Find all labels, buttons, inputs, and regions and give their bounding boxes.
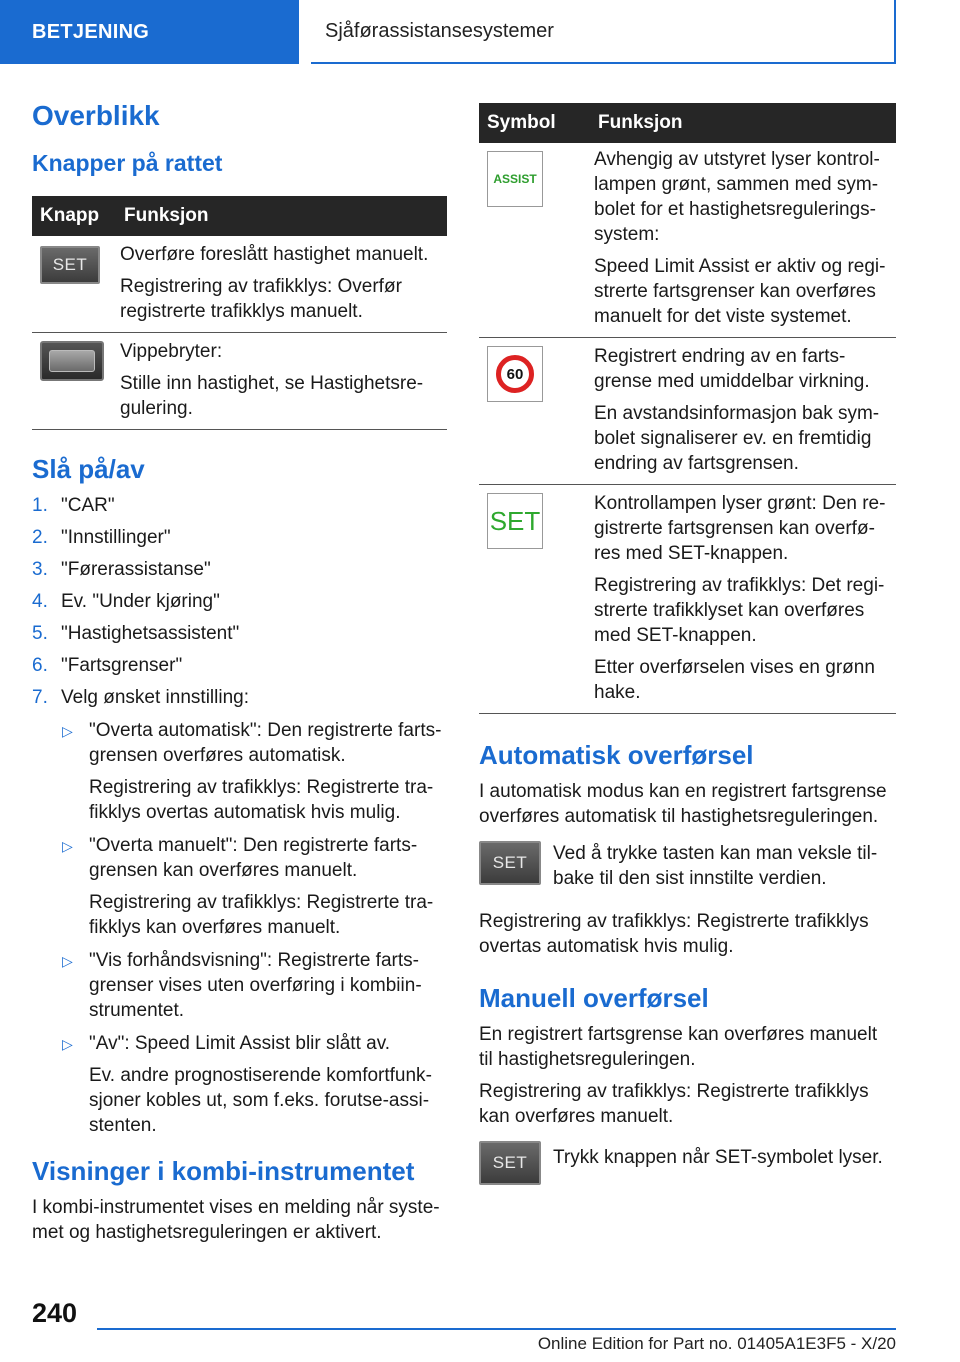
set-key-icon: SET — [479, 841, 541, 885]
knapper-col-funksjon: Funksjon — [116, 196, 447, 236]
symbol-table — [479, 103, 896, 714]
overblikk-heading: Overblikk — [32, 100, 160, 131]
option-item: ▷ "Av": Speed Limit Assist blir slått av. Ev. andre prognostiserende komfortfunksjoner kobles ut, som f.eks. forutse-assistenten. — [62, 1033, 432, 1136]
symbol-col-symbol: Symbol — [479, 103, 590, 143]
right-column — [479, 103, 896, 1185]
list-item: 2. "Innstillinger" — [32, 527, 171, 548]
assist-indicator-icon: ASSIST — [487, 151, 543, 207]
steps-list — [32, 493, 447, 1138]
set-key-icon: SET — [479, 1141, 541, 1185]
auto-set-block — [479, 841, 896, 891]
section-tab — [0, 0, 299, 64]
knapper-heading: Knapper på rattet — [32, 150, 223, 176]
visninger-heading: Visninger i kombi-instrumentet — [32, 1156, 415, 1186]
triangle-bullet-icon: ▷ — [62, 838, 73, 854]
table-row — [32, 236, 447, 333]
chapter-header — [311, 0, 896, 64]
row-text: Vippebryter: — [120, 341, 223, 362]
automatisk-text: I automatisk modus kan en registrert fartsgrense overføres automatisk til hastighetsreguleringen. — [479, 781, 887, 827]
footer-divider — [97, 1328, 896, 1330]
knapper-table — [32, 196, 447, 430]
visninger-text: I kombi-instrumentet vises en melding når systemet og hastighetsreguleringen er aktivert. — [32, 1197, 440, 1243]
table-row — [32, 333, 447, 430]
options-list — [61, 718, 447, 1138]
left-column — [32, 100, 447, 1245]
table-row: ASSIST Avhengig av utstyret lyser kontrollampen grønt, sammen med symbolet for et hastighetsreguleringssystem: Speed Limit Assist er aktiv og registrerte fartsgrenser kan overføres manuelt for det viste systemet. — [479, 143, 896, 338]
manuell-text-1: En registrert fartsgrense kan overføres manuelt til hastighetsreguleringen. — [479, 1024, 878, 1070]
symbol-col-funksjon: Funksjon — [590, 103, 896, 143]
automatisk-text-2: Registrering av trafikklys: Registrerte trafikklys overtas automatisk hvis mulig. — [479, 911, 869, 957]
list-item: 1. "CAR" — [32, 495, 115, 516]
chapter-title: Sjåførassistansesystemer — [325, 19, 554, 42]
manuell-text-2: Registrering av trafikklys: Registrerte trafikklys kan overføres manuelt. — [479, 1081, 869, 1127]
page-number: 240 — [32, 1298, 78, 1328]
manual-key-text: Trykk knappen når SET-symbolet lyser. — [553, 1147, 883, 1168]
triangle-bullet-icon: ▷ — [62, 953, 73, 969]
knapper-col-knapp: Knapp — [32, 196, 116, 236]
row-text: Registrering av trafikklys: Overfør registrerte trafikklys manuelt. — [120, 276, 402, 322]
table-row: SET Kontrollampen lyser grønt: Den registrerte fartsgrensen kan overføres med SET-knappen. Registrering av trafikklys: Det registrerte trafikklyset kan overføres med SET-knappen. Etter overførselen vises en grønn hake. — [479, 485, 896, 714]
row-text: Overføre foreslått hastighet manuelt. — [120, 244, 429, 265]
sla-pa-av-heading: Slå på/av — [32, 454, 145, 484]
triangle-bullet-icon: ▷ — [62, 1036, 73, 1052]
manual-set-block — [479, 1141, 896, 1185]
rocker-switch-icon — [40, 341, 104, 381]
option-item: ▷ "Overta automatisk": Den registrerte fartsgrensen overføres automatisk. Registrering av trafikklys: Registrerte trafikklys overtas automatisk hvis mulig. — [62, 720, 442, 823]
list-item: 4. Ev. "Under kjøring" — [32, 591, 220, 612]
list-item: 7. Velg ønsket innstilling: ▷ "Overta automatisk": Den registrerte fartsgrensen overføres automatisk. Registrering av trafikklys: Registrerte trafikklys overtas automatisk hvis mulig. ▷ "Overta manuelt": Den registrerte fartsgrensen kan overføres manuelt. Registrering av trafikklys: Registrerte trafikklys kan overføres manuelt. ▷ "Vis forhåndsvisning": Registrerte fartsgrenser vises uten overføring i kombiinstrumentet. ▷ "Av": Speed Limit Assist blir slått av. Ev. andre prognostiserende komfortfunksjoner kobles ut, som f.eks. forutse-assistenten. — [32, 685, 447, 1138]
automatisk-heading: Automatisk overførsel — [479, 740, 754, 770]
list-item: 6. "Fartsgrenser" — [32, 655, 183, 676]
row-text: Stille inn hastighet, se Hastighetsregulering. — [120, 373, 424, 419]
triangle-bullet-icon: ▷ — [62, 723, 73, 739]
section-title: BETJENING — [32, 20, 150, 43]
list-item: 5. "Hastighetsassistent" — [32, 623, 240, 644]
set-indicator-icon: SET — [487, 493, 543, 549]
auto-key-text: Ved å trykke tasten kan man veksle tilbake til den sist innstilte verdien. — [553, 843, 878, 889]
list-item: 3. "Førerassistanse" — [32, 559, 211, 580]
set-key-icon: SET — [40, 246, 100, 284]
manuell-heading: Manuell overførsel — [479, 983, 709, 1013]
speed-limit-sign-icon: 60 — [487, 346, 543, 402]
option-item: ▷ "Overta manuelt": Den registrerte fartsgrensen kan overføres manuelt. Registrering av trafikklys: Registrerte trafikklys kan overføres manuelt. — [62, 835, 434, 938]
footer-edition: Online Edition for Part no. 01405A1E3F5 - X/20 — [537, 1334, 896, 1353]
table-row: 60 Registrert endring av en fartsgrense med umiddelbar virkning. En avstandsinformasjon bak symbolet signaliserer ev. en fremtidig endring av fartsgrensen. — [479, 338, 896, 485]
option-item: ▷ "Vis forhåndsvisning": Registrerte fartsgrenser vises uten overføring i kombiinstrumentet. — [62, 950, 422, 1021]
